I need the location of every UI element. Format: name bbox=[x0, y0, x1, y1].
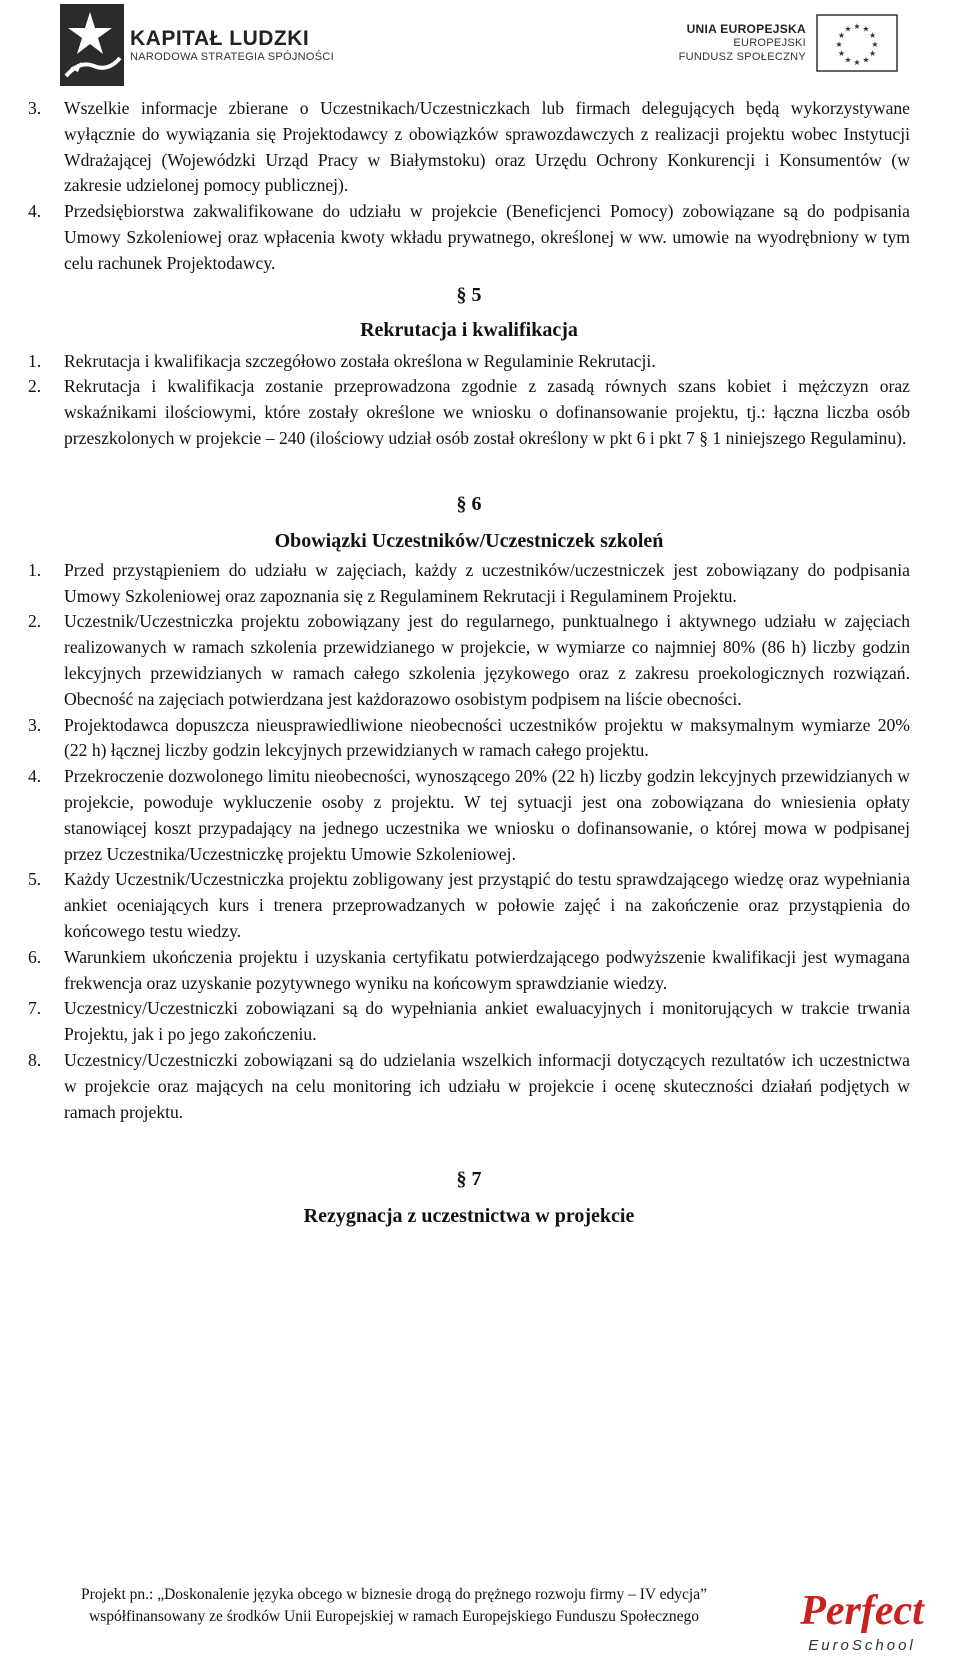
perfect-euroschool-logo bbox=[792, 1580, 932, 1658]
eu-star-icon: ★ bbox=[871, 40, 879, 49]
item-number: 1. bbox=[28, 350, 42, 371]
intro-list bbox=[28, 96, 910, 277]
item-text: Rekrutacja i kwalifikacja zostanie przeprowadzona zgodnie z zasadą równych szans kobiet i mężczyzn oraz wskaźnikami ilościowymi, które zostały określone we wniosku o dofinansowanie projektu, tj.: łączna liczba osób przeszkolonych w projekcie – 240 (ilościowy udział osób został określony w pkt 6 i pkt 7 § 1 niniejszego Regulaminu). bbox=[64, 376, 910, 448]
section-5-list bbox=[28, 349, 910, 452]
item-number: 4. bbox=[28, 766, 42, 787]
footer-text bbox=[14, 1584, 774, 1628]
item-text: Każdy Uczestnik/Uczestniczka projektu zobligowany jest przystąpić do testu sprawdzającego wiedzę oraz wypełniania ankiet oceniających kurs i trenera przeprowadzanych w połowie zajęć i na zakończenie oraz przystąpienia do końcowego testu wiedzy. bbox=[64, 869, 910, 941]
kl-title: KAPITAŁ LUDZKI bbox=[130, 26, 310, 50]
list-item bbox=[28, 96, 910, 199]
eu-line2: EUROPEJSKI bbox=[733, 37, 806, 49]
eu-star-icon: ★ bbox=[862, 24, 870, 34]
item-text: Uczestnicy/Uczestniczki zobowiązani są do wypełniania ankiet ewaluacyjnych i monitorujących w trakcie trwania Projektu, jak i po jego zakończeniu. bbox=[64, 998, 910, 1045]
footer-line-2: współfinansowany ze środków Unii Europejskiej w ramach Europejskiego Funduszu Społecznego bbox=[89, 1608, 699, 1625]
list-item bbox=[28, 558, 910, 610]
perfect-logo-sub: EuroSchool bbox=[808, 1637, 916, 1654]
item-number: 3. bbox=[28, 98, 42, 118]
item-number: 5. bbox=[28, 869, 42, 890]
eu-star-icon: ★ bbox=[853, 58, 861, 67]
eu-title: UNIA EUROPEJSKA bbox=[686, 22, 806, 36]
list-item bbox=[28, 1048, 910, 1125]
section-number: § 6 bbox=[456, 492, 482, 515]
item-number: 3. bbox=[28, 714, 42, 735]
list-item bbox=[28, 349, 910, 375]
document-body bbox=[28, 96, 910, 1231]
item-text: Przed przystąpieniem do udziału w zajęciach, każdy z uczestników/uczestniczek jest zobowiązany do podpisania Umowy Szkoleniowej oraz zapoznania się z Regulaminem Rekrutacji i Regulaminem Projektu. bbox=[64, 559, 910, 606]
item-number: 7. bbox=[28, 998, 42, 1019]
item-text: Przedsiębiorstwa zakwalifikowane do udziału w projekcie (Beneficjenci Pomocy) zobowiązane są do podpisania Umowy Szkoleniowej oraz wpłacenia kwoty wkładu prywatnego, określonej w ww. umowie na wyodrębniony w tym celu rachunek Projektodawcy. bbox=[64, 201, 910, 273]
eu-star-icon: ★ bbox=[869, 49, 877, 58]
section-title: Rekrutacja i kwalifikacja bbox=[360, 318, 578, 341]
item-number: 2. bbox=[28, 376, 42, 397]
section-title: Rezygnacja z uczestnictwa w projekcie bbox=[303, 1205, 635, 1228]
eu-flag-icon bbox=[816, 14, 898, 72]
eu-star-icon: ★ bbox=[844, 55, 852, 65]
kapital-ludzki-emblem-icon bbox=[60, 4, 124, 86]
item-number: 1. bbox=[28, 559, 42, 580]
item-number: 8. bbox=[28, 1049, 42, 1070]
list-item bbox=[28, 713, 910, 765]
item-text: Wszelkie informacje zbierane o Uczestnikach/Uczestniczkach lub firmach delegujących będą wykorzystywane wyłącznie do wywiązania się Projektodawcy z obowiązków sprawozdawczych z realizacji projektu wobec Instytucji Wdrażającej (Wojewódzki Urząd Pracy w Białymstoku) oraz Urzędu Ochrony Konkurencji i Konsumentów (w zakresie udzielonej pomocy publicznej). bbox=[64, 98, 910, 196]
item-text: Uczestnik/Uczestniczka projektu zobowiązany jest do regularnego, punktualnego i aktywnego udziału w zajęciach realizowanych w ramach szkolenia przewidzianego w projekcie, w wymiarze co najmniej 80% (86 h) liczby godzin lekcyjnych przewidzianych w ramach całego szkolenia językowego oraz z zakresu proekologicznych rozwiązań. Obecność na zajęciach potwierdzana jest każdorazowo osobistym podpisem na liście obecności. bbox=[64, 611, 910, 709]
item-text: Przekroczenie dozwolonego limitu nieobecności, wynoszącego 20% (22 h) liczby godzin lekcyjnych przewidzianych w projekcie, powoduje wykluczenie osoby z projektu. W tej sytuacji jest ona zobowiązana do wniesienia opłaty stanowiącej koszt przypadający na jednego uczestnika we wniosku o dofinansowanie, o której mowa w podpisanej przez Uczestnika/Uczestniczkę projektu Umowie Szkoleniowej. bbox=[64, 766, 910, 864]
list-item bbox=[28, 945, 910, 997]
item-number: 6. bbox=[28, 946, 42, 967]
list-item bbox=[28, 764, 910, 867]
section-5-heading bbox=[28, 281, 910, 345]
item-text: Projektodawca dopuszcza nieusprawiedliwione nieobecności uczestników projektu w maksymalnym wymiarze 20% (22 h) łącznej liczby godzin lekcyjnych przewidzianych w ramach całego projektu. bbox=[64, 714, 910, 761]
eu-star-icon: ★ bbox=[844, 24, 852, 34]
item-text: Warunkiem ukończenia projektu i uzyskania certyfikatu potwierdzającego podwyższenie kwalifikacji jest wymagana frekwencja oraz uzyskanie pozytywnego wyniku na końcowym sprawdzianie wiedzy. bbox=[64, 946, 910, 993]
section-6-list bbox=[28, 558, 910, 1126]
page-footer bbox=[0, 1580, 960, 1662]
list-item bbox=[28, 609, 910, 712]
eu-star-icon: ★ bbox=[835, 40, 843, 49]
section-number: § 5 bbox=[456, 283, 482, 306]
perfect-logo-word: Perfect bbox=[800, 1588, 924, 1634]
list-item bbox=[28, 374, 910, 451]
kl-subtitle: NARODOWA STRATEGIA SPÓJNOŚCI bbox=[130, 50, 334, 63]
eu-star-icon: ★ bbox=[837, 31, 845, 40]
section-6-heading bbox=[28, 490, 910, 556]
item-number: 2. bbox=[28, 611, 42, 632]
section-title: Obowiązki Uczestników/Uczestniczek szkoleń bbox=[274, 529, 664, 552]
kapital-ludzki-logo bbox=[60, 4, 334, 86]
eu-star-icon: ★ bbox=[837, 49, 845, 58]
item-text: Rekrutacja i kwalifikacja szczegółowo została określona w Regulaminie Rekrutacji. bbox=[64, 350, 656, 371]
section-7-heading bbox=[28, 1165, 910, 1231]
item-text: Uczestnicy/Uczestniczki zobowiązani są do udzielania wszelkich informacji dotyczących rezultatów ich uczestnictwa w projekcie oraz mających na celu monitoring ich udziału w projekcie i ocenę skuteczności działań podjętych w ramach projektu. bbox=[64, 1049, 910, 1122]
list-item bbox=[28, 996, 910, 1048]
eu-line3: FUNDUSZ SPOŁECZNY bbox=[678, 51, 806, 63]
eu-star-icon: ★ bbox=[869, 31, 877, 40]
eu-star-icon: ★ bbox=[862, 55, 870, 65]
list-item bbox=[28, 199, 910, 276]
item-number: 4. bbox=[28, 201, 42, 222]
eu-logo bbox=[679, 14, 898, 72]
page-header bbox=[0, 0, 960, 95]
section-number: § 7 bbox=[456, 1168, 482, 1191]
list-item bbox=[28, 867, 910, 944]
footer-line-1: Projekt pn.: „Doskonalenie języka obcego w biznesie drogą do prężnego rozwoju firmy – IV edycja” bbox=[81, 1586, 707, 1603]
eu-star-icon: ★ bbox=[853, 22, 861, 31]
